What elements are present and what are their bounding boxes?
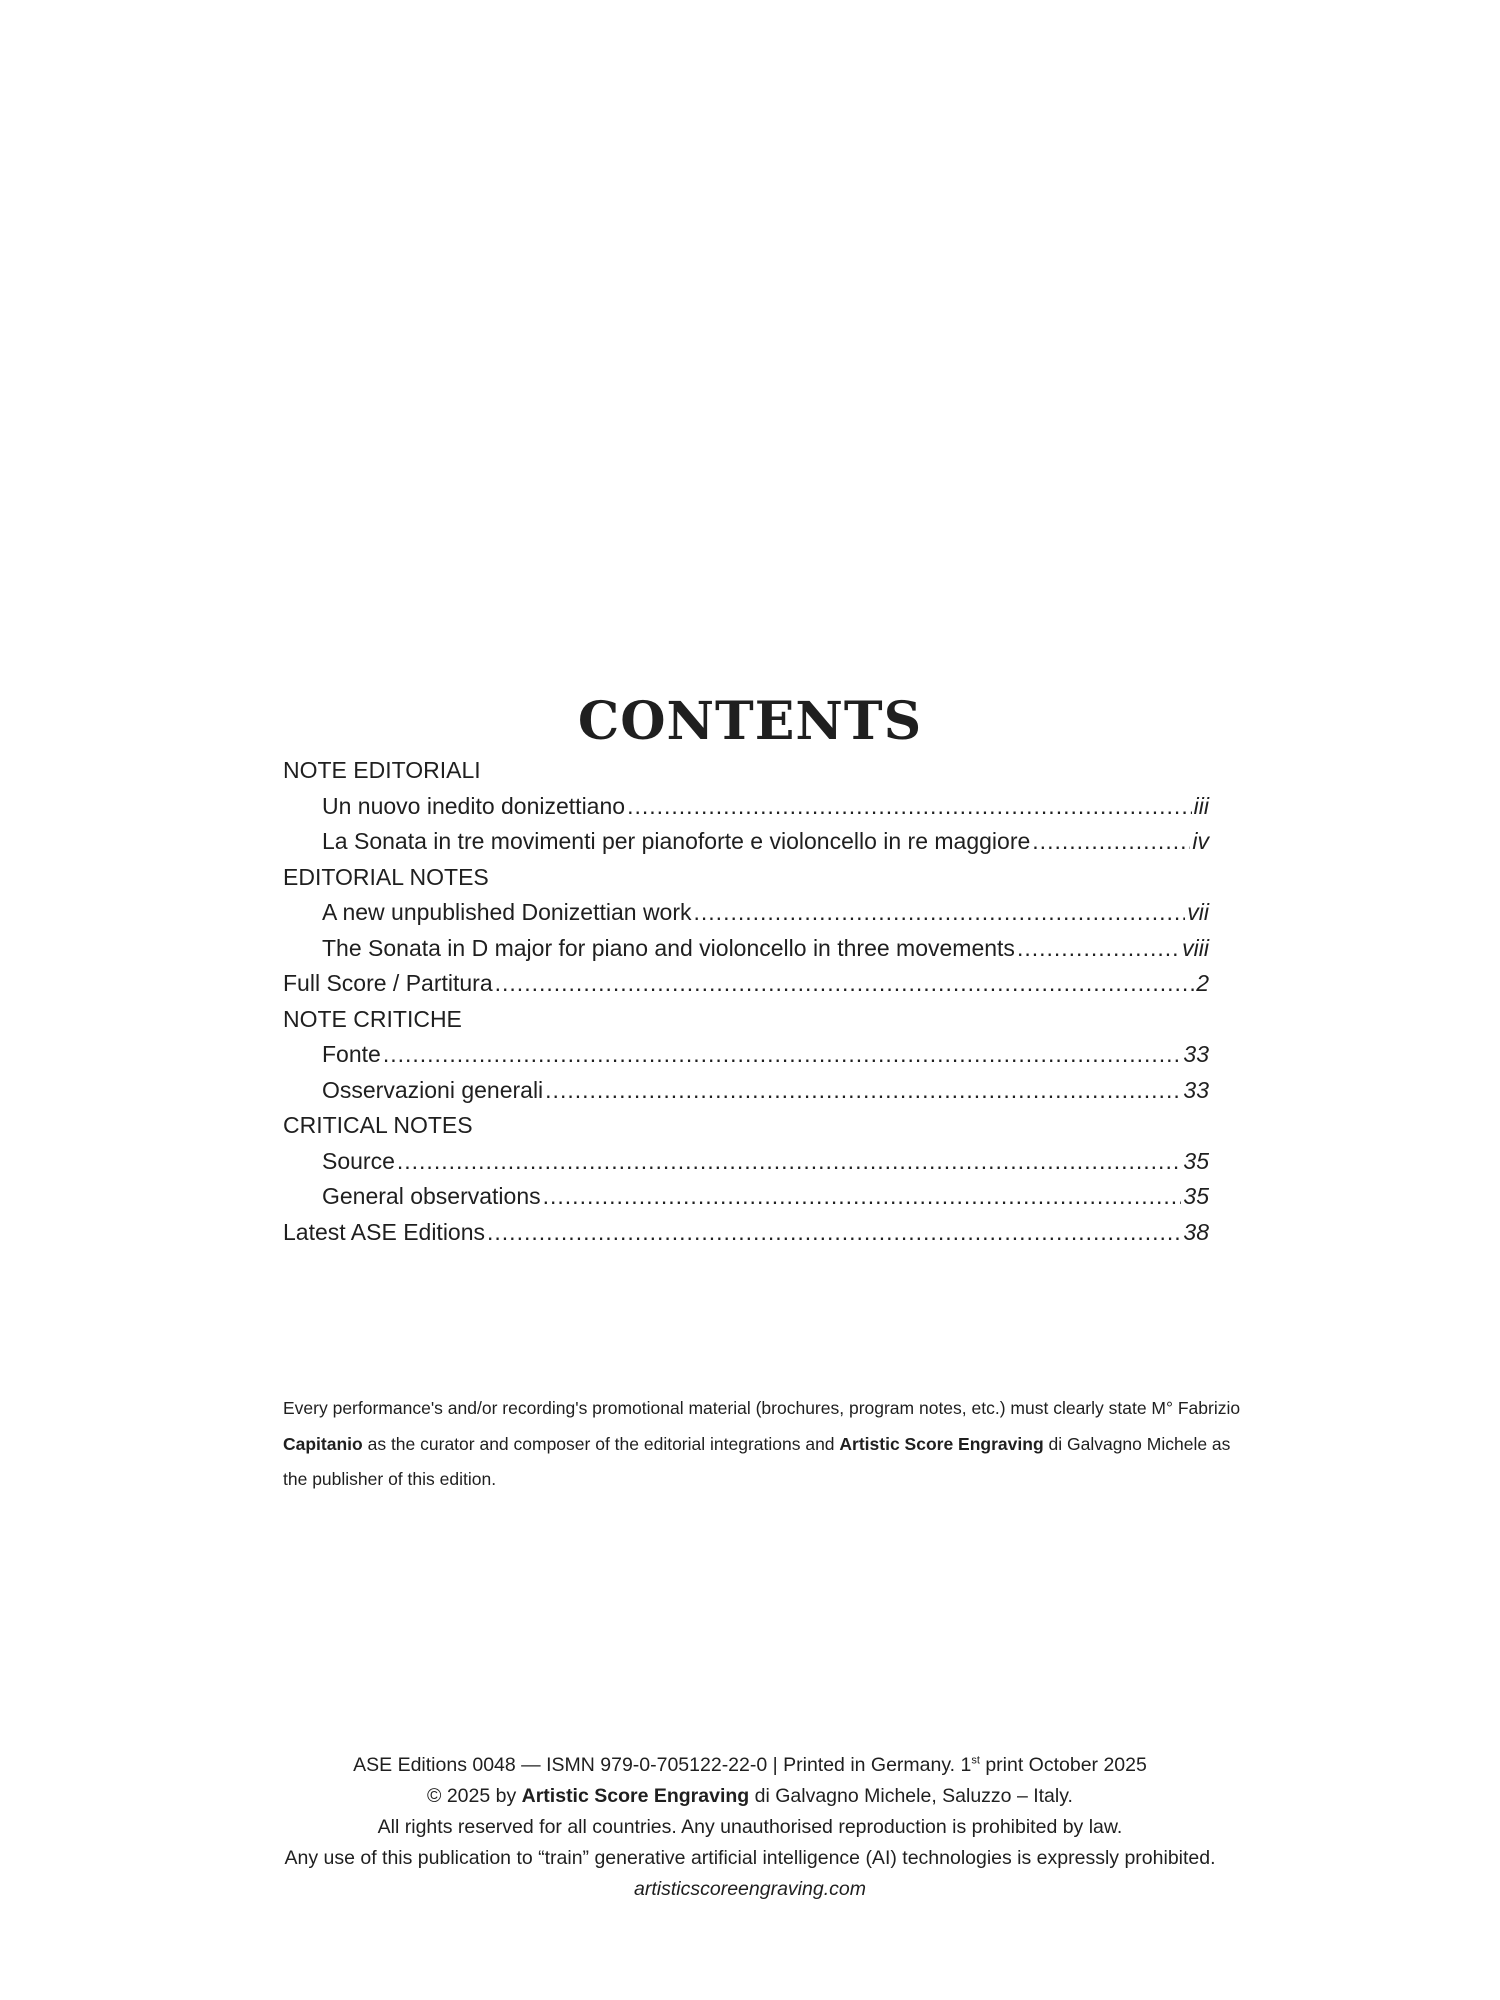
toc-leader-dots — [694, 895, 1186, 931]
toc-entry-page: 33 — [1183, 1076, 1209, 1103]
toc-leader-dots — [1032, 824, 1190, 860]
toc-leader-dots — [495, 966, 1195, 1002]
toc-entry-label: La Sonata in tre movimenti per pianoforte e violoncello in re maggiore — [322, 828, 1031, 854]
colophon-publisher: Artistic Score Engraving — [521, 1785, 750, 1807]
table-of-contents — [283, 753, 1209, 1250]
colophon-text: ASE Editions 0048 — ISMN 979-0-705122-22-0 | Printed in Germany. 1 — [353, 1754, 972, 1776]
toc-leader-dots — [545, 1073, 1181, 1109]
notice-publisher: Artistic Score Engraving — [839, 1433, 1044, 1454]
colophon-copyright-line — [0, 1781, 1500, 1812]
toc-heading-label: NOTE CRITICHE — [283, 1005, 462, 1032]
toc-entry-label: Full Score / Partitura — [283, 970, 493, 996]
website-link[interactable]: artisticscoreengraving.com — [634, 1878, 866, 1900]
toc-heading-label: EDITORIAL NOTES — [283, 863, 489, 890]
toc-heading-note-critiche — [283, 1002, 1209, 1038]
notice-curator-surname: Capitanio — [283, 1433, 363, 1454]
toc-leader-dots — [487, 1215, 1181, 1251]
toc-entry-page: viii — [1182, 934, 1209, 961]
notice-text: di Galvagno Michele as the publisher of this edition. — [283, 1433, 1231, 1489]
toc-entry-label: Source — [322, 1147, 395, 1174]
notice-text: Every performance's and/or recording's promotional material (brochures, program notes, etc.) must clearly state M° Fabrizio — [283, 1398, 1241, 1418]
toc-entry[interactable] — [283, 1179, 1209, 1215]
toc-leader-dots — [397, 1144, 1182, 1180]
colophon-edition-line — [0, 1750, 1500, 1781]
toc-entry-latest-editions[interactable] — [283, 1215, 1209, 1251]
colophon-text: © 2025 by — [427, 1785, 522, 1807]
toc-heading-critical-notes — [283, 1108, 1209, 1144]
toc-entry-page: 38 — [1183, 1218, 1209, 1245]
toc-entry-full-score[interactable] — [283, 966, 1209, 1002]
toc-entry[interactable] — [283, 1073, 1209, 1109]
toc-heading-editorial-notes — [283, 860, 1209, 896]
toc-entry[interactable] — [283, 789, 1209, 825]
toc-heading-label: CRITICAL NOTES — [283, 1112, 473, 1138]
toc-entry-label: Un nuovo inedito donizettiano — [322, 792, 626, 819]
toc-entry-page: vii — [1187, 899, 1209, 925]
toc-heading-label: NOTE EDITORIALI — [283, 757, 481, 783]
colophon-ordinal: st — [971, 1754, 980, 1767]
toc-entry-page: 35 — [1183, 1147, 1209, 1174]
toc-entry[interactable] — [283, 895, 1209, 931]
toc-entry-label: A new unpublished Donizettian work — [322, 899, 692, 925]
colophon-rights-line: All rights reserved for all countries. Any unauthorised reproduction is prohibited by law. — [377, 1816, 1123, 1838]
toc-entry-label: General observations — [322, 1183, 541, 1209]
toc-leader-dots — [627, 789, 1192, 825]
toc-leader-dots — [1017, 931, 1180, 967]
colophon-text: print October 2025 — [979, 1754, 1147, 1776]
page-title: CONTENTS — [577, 691, 923, 752]
toc-entry[interactable] — [283, 824, 1209, 860]
toc-entry-label: Latest ASE Editions — [283, 1218, 486, 1245]
toc-entry-page: 33 — [1183, 1041, 1209, 1067]
performance-notice — [283, 1391, 1243, 1498]
toc-entry-page: 2 — [1196, 970, 1209, 996]
colophon-text: di Galvagno Michele, Saluzzo – Italy. — [749, 1785, 1073, 1807]
toc-entry-label: The Sonata in D major for piano and violoncello in three movements — [322, 934, 1015, 961]
toc-heading-note-editoriali — [283, 753, 1209, 789]
notice-text: as the curator and composer of the editorial integrations and — [362, 1433, 840, 1454]
colophon-ai-line: Any use of this publication to “train” generative artificial intelligence (AI) technologies is expressly prohibited. — [284, 1847, 1216, 1869]
colophon — [0, 1750, 1500, 1905]
toc-leader-dots — [383, 1037, 1182, 1073]
toc-entry-page: iv — [1192, 828, 1209, 854]
toc-entry-label: Fonte — [322, 1041, 381, 1067]
toc-entry-page: iii — [1193, 792, 1209, 819]
toc-entry-label: Osservazioni generali — [322, 1076, 544, 1103]
toc-entry[interactable] — [283, 931, 1209, 967]
toc-entry[interactable] — [283, 1144, 1209, 1180]
toc-entry[interactable] — [283, 1037, 1209, 1073]
toc-leader-dots — [543, 1179, 1182, 1215]
toc-entry-page: 35 — [1183, 1183, 1209, 1209]
